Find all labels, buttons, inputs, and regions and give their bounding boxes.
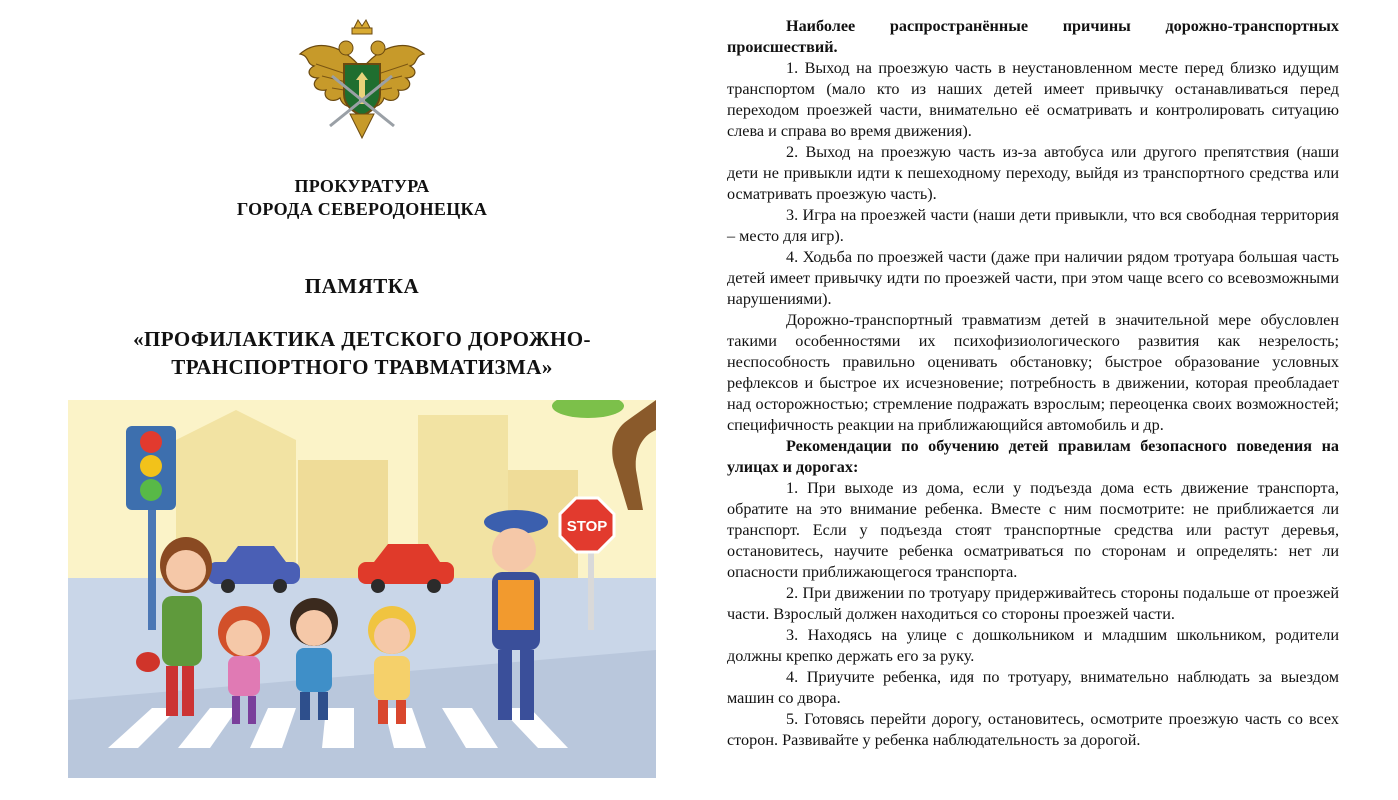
memo-heading: ПАМЯТКА: [304, 274, 420, 298]
cause-paragraph: 1. Выход на проезжую часть в неустановленном месте перед близко идущим транспортом (мало кто из наших детей имеет привычку останавливаться перед переходом проезжей части, внимательно её осматривать и контролировать ситуацию слева и справа во время движения).: [727, 59, 1339, 140]
cause-paragraph: 2. Выход на проезжую часть из-за автобуса или другого препятствия (наши дети не привыкли идти к пешеходному переходу, выйдя из транспортного средства или осматривать проезжую часть).: [727, 143, 1339, 203]
memo-title-line2: ТРАНСПОРТНОГО ТРАВМАТИЗМА»: [171, 355, 553, 379]
recommendation-paragraph: 5. Готовясь перейти дорогу, остановитесь, осмотрите проезжую часть со всех сторон. Развивайте у ребенка наблюдательность за дорогой.: [727, 710, 1339, 749]
right-text-column: [727, 16, 1339, 751]
memo-title-line1: «ПРОФИЛАКТИКА ДЕТСКОГО ДОРОЖНО-: [133, 327, 591, 351]
cause-paragraph: 4. Ходьба по проезжей части (даже при наличии рядом тротуара большая часть детей имеет привычку идти по проезжей части, при этом чаще всего со всевозможными нарушениями).: [727, 248, 1339, 308]
org-name-line1: ПРОКУРАТУРА: [294, 176, 430, 196]
cause-paragraph: 3. Игра на проезжей части (наши дети привыкли, что вся свободная территория – место для игр).: [727, 206, 1339, 245]
stop-sign-text: STOP: [566, 518, 608, 535]
org-name-line2: ГОРОДА СЕВЕРОДОНЕЦКА: [236, 199, 488, 219]
recommendation-paragraph: 3. Находясь на улице с дошкольником и младшим школьником, родители должны крепко держать его за руку.: [727, 626, 1339, 665]
recommendation-paragraph: 2. При движении по тротуару придерживайтесь стороны подальше от проезжей части. Взрослый должен находиться со стороны проезжей части.: [727, 584, 1339, 623]
section-heading-causes: Наиболее распространённые причины дорожно-транспортных происшествий.: [727, 17, 1339, 56]
recommendation-paragraph: 1. При выходе из дома, если у подъезда дома есть движение транспорта, обратите на это внимание ребенка. Вместе с ним посмотрите: не приближается ли транспорт. Если у подъезда стоят транспортные средства или растут деревья, остановитесь, научите ребенка осматриваться по сторонам и определять: нет ли опасности приближающегося транспорта.: [727, 479, 1339, 581]
crosswalk-illustration: [68, 400, 656, 778]
trauma-paragraph: Дорожно-транспортный травматизм детей в значительной мере обусловлен такими особенностями их психофизиологического развития как незрелость; неспособность правильно оценивать обстановку; быстрое образование условных рефлексов и быстрое их исчезновение; потребность в движении, которая преобладает над осторожностью; стремление подражать взрослым; переоценка своих возможностей; специфичность реакции на приближающийся автомобиль и др.: [727, 311, 1339, 434]
prosecutor-emblem-icon: [292, 14, 432, 144]
section-heading-recommendations: Рекомендации по обучению детей правилам безопасного поведения на улицах и дорогах:: [727, 437, 1339, 476]
recommendation-paragraph: 4. Приучите ребенка, идя по тротуару, внимательно наблюдать за выездом машин со двора.: [727, 668, 1339, 707]
